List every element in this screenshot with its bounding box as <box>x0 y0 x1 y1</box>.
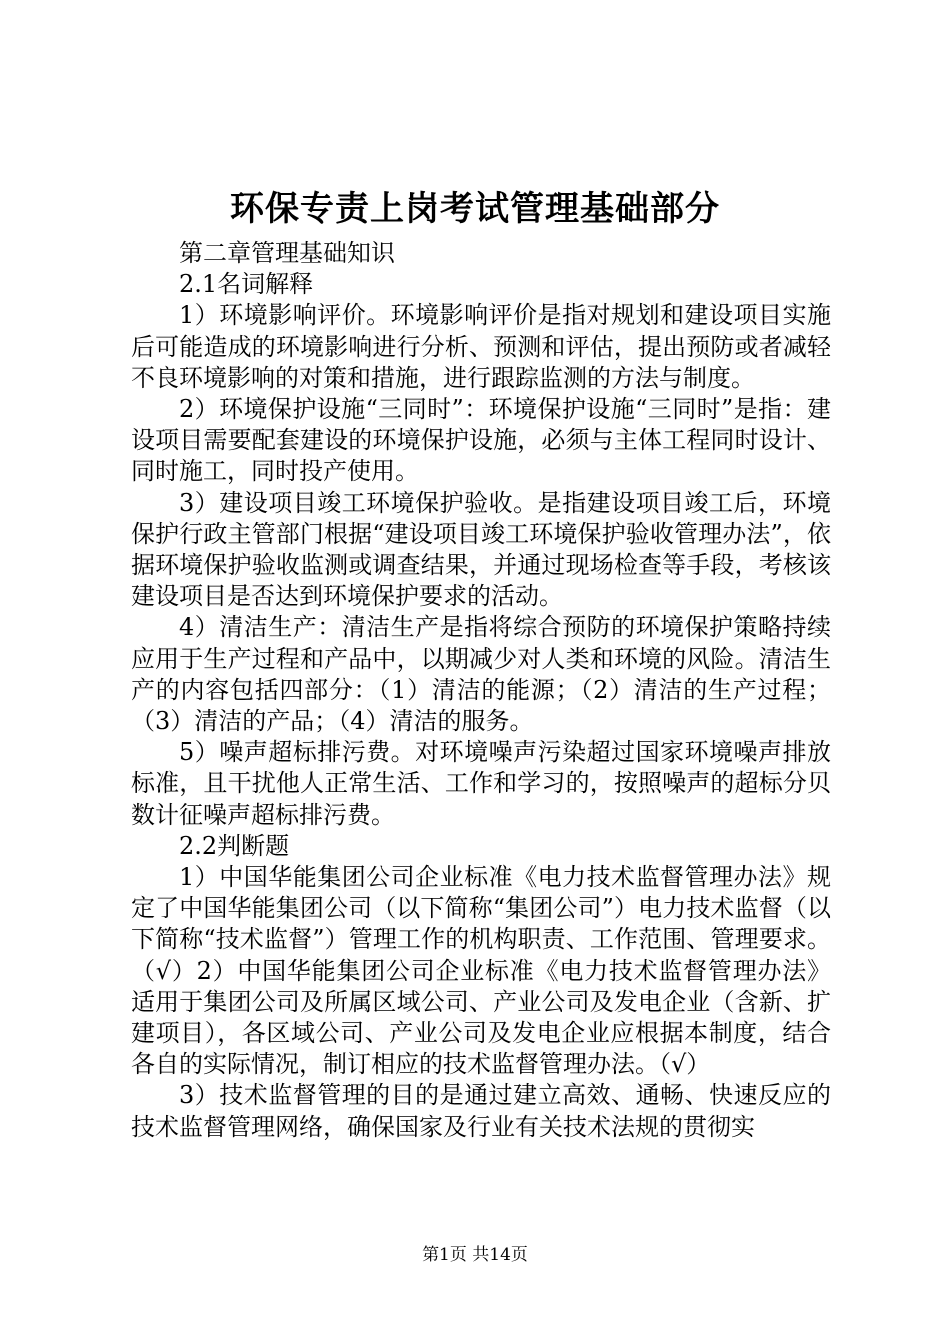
body-paragraph: 5）噪声超标排污费。对环境噪声污染超过国家环境噪声排放标准，且干扰他人正常生活、工作和学习的，按照噪声的超标分贝数计征噪声超标排污费。 <box>131 738 831 829</box>
section-heading: 2.1名词解释 <box>179 270 314 299</box>
body-paragraph: 1）环境影响评价。环境影响评价是指对规划和建设项目实施后可能造成的环境影响进行分析、预测和评估，提出预防或者减轻不良环境影响的对策和措施，进行跟踪监测的方法与制度。 <box>131 301 831 392</box>
body-paragraph: 3）建设项目竣工环境保护验收。是指建设项目竣工后，环境保护行政主管部门根据“建设项目竣工环境保护验收管理办法”，依据环境保护验收监测或调查结果，并通过现场检查等手段，考核该建设项目是否达到环境保护要求的活动。 <box>131 488 831 611</box>
section-heading: 2.2判断题 <box>179 831 290 860</box>
body-paragraph: 2）环境保护设施“三同时”：环境保护设施“三同时”是指：建设项目需要配套建设的环境保护设施，必须与主体工程同时设计、同时施工，同时投产使用。 <box>131 395 831 486</box>
document-title: 环保专责上岗考试管理基础部分 <box>230 189 720 229</box>
body-paragraph: 3）技术监督管理的目的是通过建立高效、通畅、快速反应的技术监督管理网络，确保国家及行业有关技术法规的贯彻实 <box>131 1081 831 1141</box>
page-footer: 第1页 共14页 <box>422 1245 528 1265</box>
body-paragraph: 1）中国华能集团公司企业标准《电力技术监督管理办法》规定了中国华能集团公司（以下简称“集团公司”）电力技术监督（以下简称“技术监督”）管理工作的机构职责、工作范围、管理要求。（√）2）中国华能集团公司企业标准《电力技术监督管理办法》适用于集团公司及所属区域公司、产业公司及发电企业（含新、扩建项目），各区域公司、产业公司及发电企业应根据本制度，结合各自的实际情况，制订相应的技术监督管理办法。（√） <box>131 863 831 1079</box>
chapter-heading: 第二章管理基础知识 <box>179 239 395 267</box>
document-body <box>131 238 831 1143</box>
body-paragraph: 4）清洁生产：清洁生产是指将综合预防的环境保护策略持续应用于生产过程和产品中，以期减少对人类和环境的风险。清洁生产的内容包括四部分：（1）清洁的能源；（2）清洁的生产过程；（3）清洁的产品；（4）清洁的服务。 <box>131 613 831 736</box>
